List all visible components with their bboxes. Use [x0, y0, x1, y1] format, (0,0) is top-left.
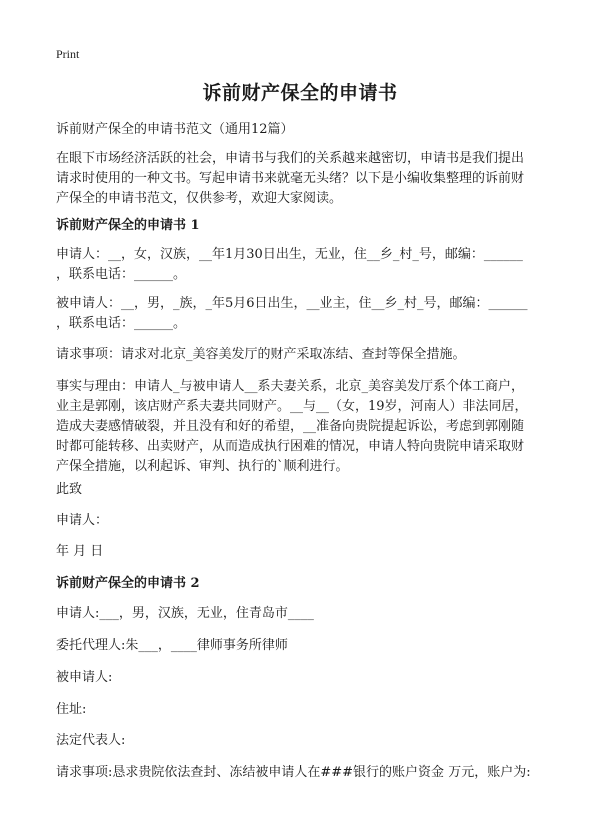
page-title: 诉前财产保全的申请书 — [202, 82, 398, 104]
section-1-facts — [56, 377, 548, 477]
subtitle-text: 诉前财产保全的申请书范文（通用12篇） — [56, 122, 294, 137]
facts-line: 业主是郭刚，该店财产系夫妻共同财产。__与__（女，19岁，河南人）非法同居， — [56, 399, 528, 414]
agent-line: 委托代理人:朱___，____律师事务所律师 — [56, 638, 288, 653]
address-line: 住址: — [56, 702, 87, 717]
section-1-heading — [56, 216, 548, 236]
section-heading-text: 诉前财产保全的申请书 1 — [56, 218, 200, 233]
section-2-heading — [56, 574, 548, 594]
facts-line: 产保全措施，以利起诉、审判、执行的`顺利进行。 — [56, 459, 349, 474]
intro-line: 产保全的申请书范文，仅供参考，欢迎大家阅读。 — [56, 191, 343, 206]
respondent-line: 被申请人: — [56, 670, 113, 685]
applicant-line: 申请人:___，男，汉族，无业，住青岛市____ — [56, 606, 314, 621]
signature-text: 申请人： — [56, 513, 109, 528]
salutation-text: 此致 — [56, 482, 83, 497]
section-1-date — [56, 542, 548, 562]
intro-paragraph — [56, 149, 548, 209]
respondent-line: ，联系电话：______。 — [56, 316, 187, 331]
applicant-line: 申请人：__，女，汉族，__年1月30日出生，无业，住__乡_村_号，邮编：______ — [56, 247, 523, 262]
section-heading-text: 诉前财产保全的申请书 2 — [56, 576, 200, 591]
applicant-line: ，联系电话：______。 — [56, 267, 187, 282]
respondent-line: 被申请人：__，男，_族，_年5月6日出生，__业主，住__乡_村_号，邮编：______ — [56, 296, 528, 311]
intro-line: 在眼下市场经济活跃的社会，申请书与我们的关系越来越密切，申请书是我们提出 — [56, 151, 525, 166]
section-2-applicant — [56, 604, 548, 624]
section-1-applicant — [56, 245, 548, 285]
section-2-address — [56, 700, 548, 720]
section-1-signature — [56, 511, 548, 531]
section-2-request — [56, 763, 548, 783]
section-2-respondent — [56, 668, 548, 688]
section-1-salutation — [56, 480, 548, 500]
request-line: 请求事项:恳求贵院依法查封、冻结被申请人在###银行的账户资金 万元，账户为: — [56, 765, 531, 780]
document-subtitle — [56, 120, 548, 140]
section-1-respondent — [56, 294, 548, 334]
facts-line: 造成夫妻感情破裂，并且没有和好的希望，__准备向贵院提起诉讼，考虑到郭刚随 — [56, 419, 525, 434]
facts-line: 时都可能转移、出卖财产，从而造成执行困难的情况，申请人特向贵院申请采取财 — [56, 439, 525, 454]
print-link[interactable]: Print — [56, 47, 80, 61]
intro-line: 请求时使用的一种文书。写起申请书来就毫无头绪？以下是小编收集整理的诉前财 — [56, 171, 525, 186]
section-1-request — [56, 345, 548, 365]
section-2-legal-rep — [56, 731, 548, 751]
legal-rep-line: 法定代表人: — [56, 733, 126, 748]
request-line: 请求事项：请求对北京_美容美发厅的财产采取冻结、查封等保全措施。 — [56, 347, 466, 362]
facts-line: 事实与理由：申请人_与被申请人__系夫妻关系，北京_美容美发厅系个体工商户， — [56, 379, 525, 394]
section-2-agent — [56, 636, 548, 656]
date-text: 年 月 日 — [56, 544, 104, 559]
